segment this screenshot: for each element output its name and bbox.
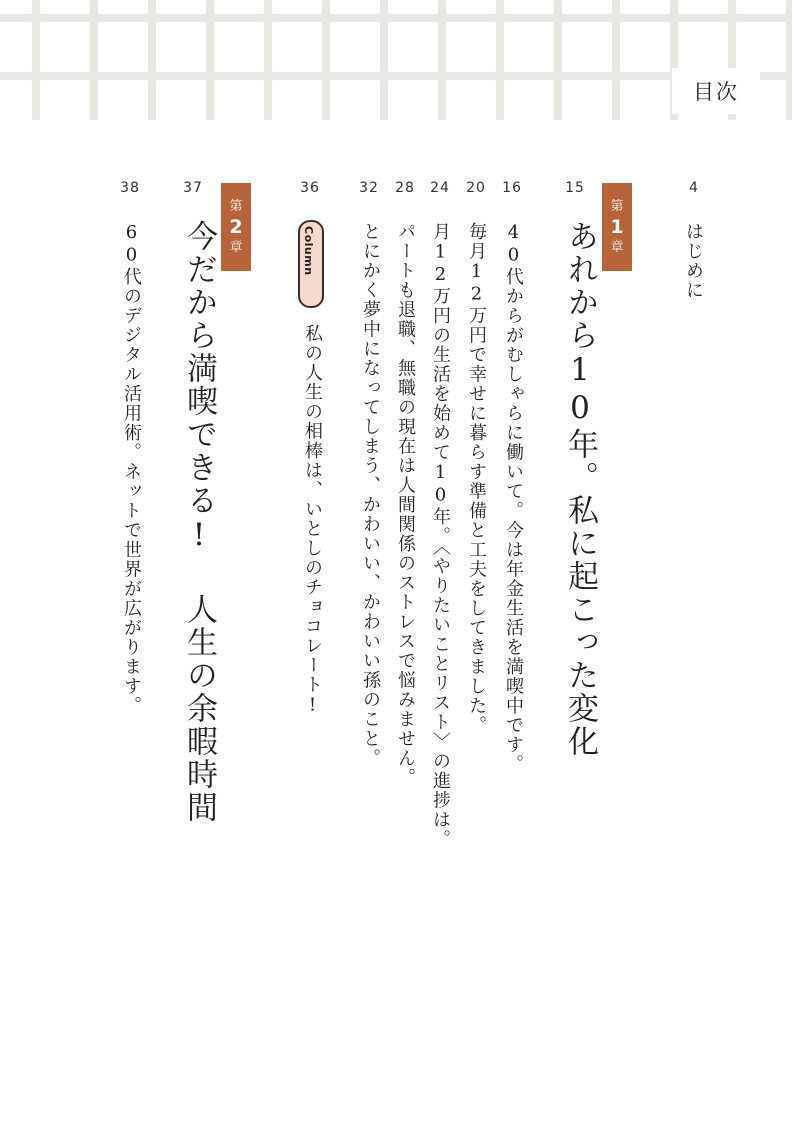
chapter1-badge-bottom: 章 [610,240,624,255]
grid-cell [214,80,264,120]
grid-cell [0,80,32,120]
grid-cell [620,0,670,14]
page-number-intro: 4 [689,180,699,196]
grid-cell [40,0,90,14]
grid-cell [504,22,554,72]
grid-cell [0,22,32,72]
grid-cell [388,80,438,120]
grid-cell [330,22,380,72]
grid-cell [562,80,612,120]
grid-cell [214,22,264,72]
grid-cell [736,0,786,14]
grid-cell [40,80,90,120]
chapter1-badge-number: 1 [610,216,624,238]
grid-cell [446,22,496,72]
chapter2-badge-bottom: 章 [229,240,243,255]
grid-cell [98,80,148,120]
grid-cell [156,80,206,120]
grid-cell [562,22,612,72]
grid-cell [388,22,438,72]
page-number-chapter2: 37 [183,180,203,196]
chapter2-badge [221,183,251,271]
toc-entry[interactable]: 毎月12万円で幸せに暮らす準備と工夫をしてきました。 [466,222,487,735]
toc-entry-column[interactable]: 私の人生の相棒は、いとしのチョコレート! [302,324,323,717]
toc-entry[interactable]: とにかく夢中になってしまう、かわいい、かわいい孫のこと。 [360,222,381,768]
page-number-column: 36 [300,180,320,196]
grid-cell [678,22,728,72]
grid-cell [446,80,496,120]
page-number-entry: 16 [502,180,522,196]
chapter1-badge [602,183,632,271]
page-number-entry: 38 [120,180,140,196]
chapter1-title[interactable]: あれから10年。私に起こった変化 [562,220,598,758]
grid-cell [40,22,90,72]
grid-cell [0,0,32,14]
grid-cell [98,0,148,14]
page-number-chapter1: 15 [565,180,585,196]
grid-cell [330,80,380,120]
grid-cell [214,0,264,14]
page-number-entry: 28 [395,180,415,196]
grid-cell [272,80,322,120]
grid-cell [562,0,612,14]
grid-cell [388,0,438,14]
grid-cell [736,22,786,72]
toc-entry[interactable]: 月12万円の生活を始めて10年。〈やりたいことリスト〉の進捗は。 [430,222,451,849]
chapter2-badge-top: 第 [229,199,243,214]
grid-cell [678,0,728,14]
chapter2-title[interactable]: 今だから満喫できる! 人生の余暇時間 [181,220,217,824]
grid-cell [272,22,322,72]
page-number-entry: 32 [359,180,379,196]
grid-cell [504,80,554,120]
grid-cell [620,22,670,72]
grid-cell [330,0,380,14]
page-number-entry: 24 [430,180,450,196]
grid-cell [620,80,670,120]
chapter2-badge-number: 2 [229,216,243,238]
grid-cell [446,0,496,14]
column-badge [298,220,324,308]
toc-entry[interactable]: 60代のデジタル活用術。ネットで世界が広がります。 [121,222,142,716]
grid-cell [98,22,148,72]
toc-entry[interactable]: パートも退職、無職の現在は人間関係のストレスで悩みません。 [395,222,416,788]
chapter1-badge-top: 第 [610,199,624,214]
toc-heading: 目次 [672,68,760,114]
grid-cell [156,22,206,72]
column-badge-label: Column [302,226,315,276]
grid-cell [272,0,322,14]
toc-entry[interactable]: 40代からがむしゃらに働いて。今は年金生活を満喫中です。 [503,222,524,774]
grid-cell [504,0,554,14]
toc-entry-intro[interactable]: はじめに [683,222,704,300]
grid-cell [156,0,206,14]
page-number-entry: 20 [466,180,486,196]
